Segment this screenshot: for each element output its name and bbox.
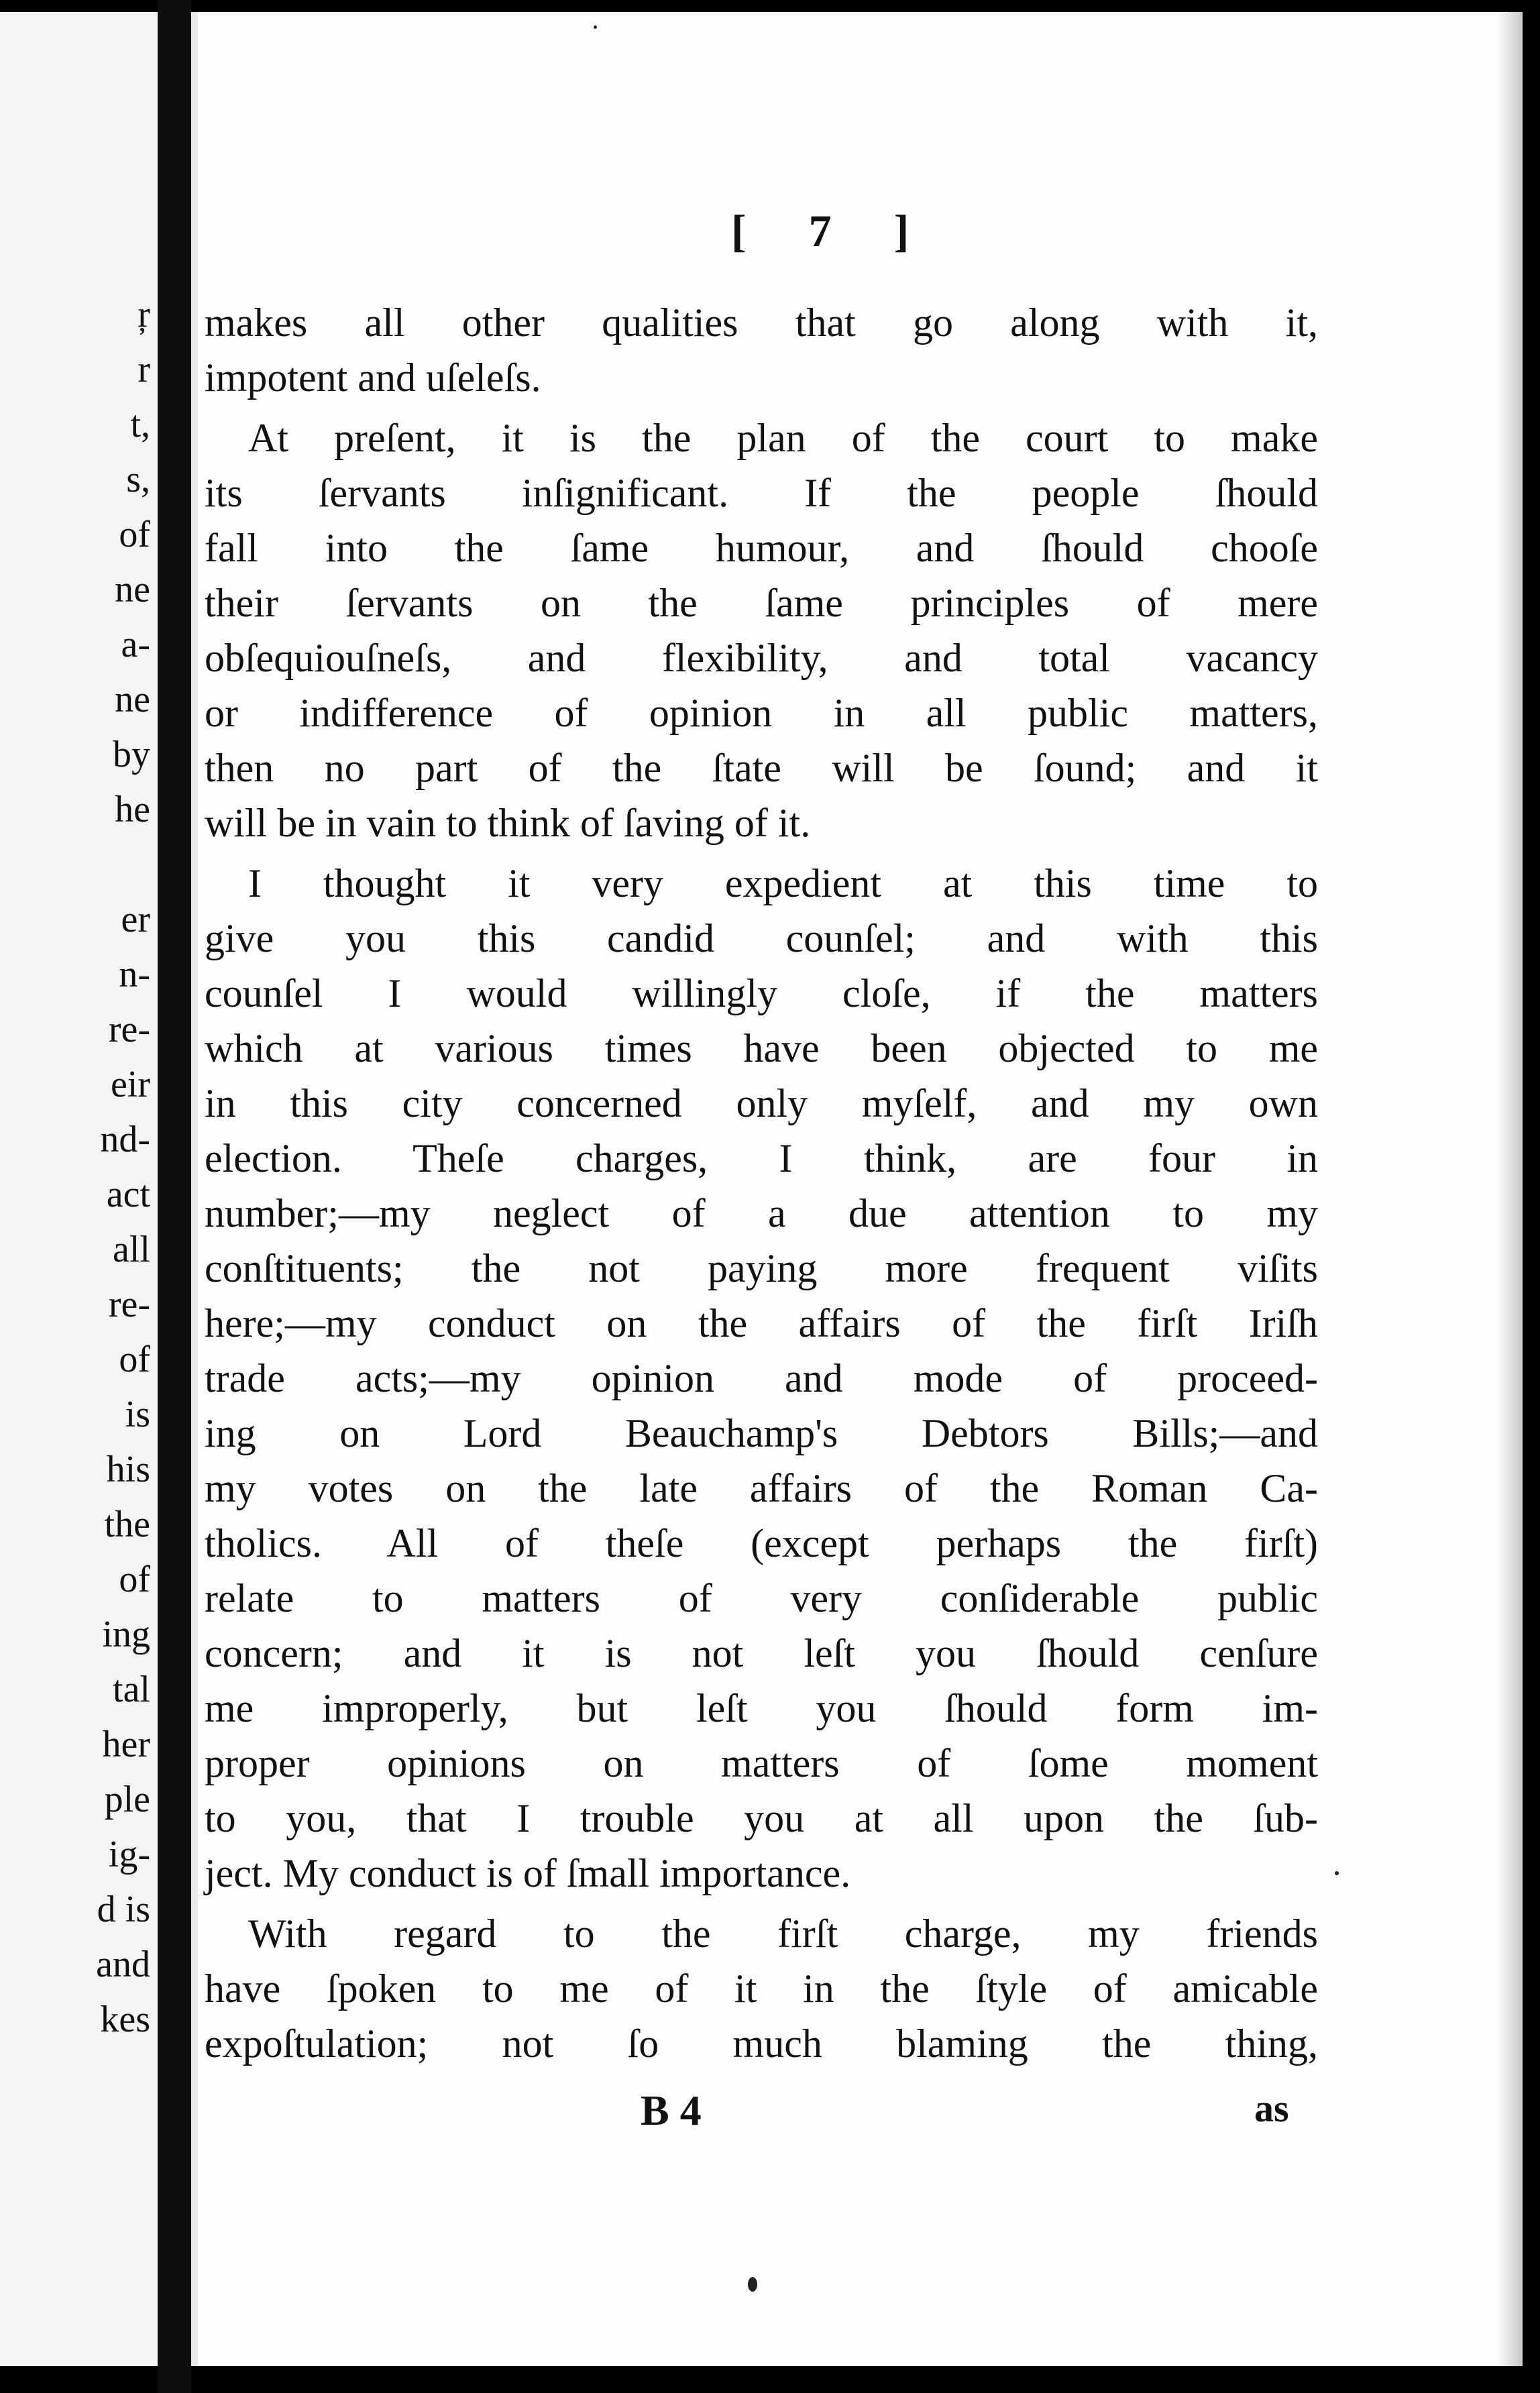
- book-gutter: [158, 0, 191, 2393]
- text-line: ing on Lord Beauchamp's Debtors Bills;—and: [205, 1411, 1318, 1455]
- text-line: proper opinions on matters of ſome moment: [205, 1741, 1318, 1785]
- text-line: relate to matters of very conſiderable public: [205, 1576, 1318, 1620]
- text-line: its ſervants inſignificant. If the people ſhould: [205, 471, 1318, 515]
- ink-speck: [1335, 1871, 1339, 1875]
- text-line: tholics. All of theſe (except perhaps the firſt): [205, 1521, 1318, 1565]
- gutter-edge: [191, 12, 198, 2366]
- catchword: as: [1254, 2086, 1289, 2130]
- left-fragment: his: [106, 1449, 150, 1490]
- text-line: then no part of the ſtate will be ſound; and it: [205, 746, 1318, 790]
- left-fragment: her: [102, 1724, 150, 1765]
- left-fragment: re-: [108, 1284, 150, 1325]
- left-fragment: ig-: [108, 1834, 150, 1875]
- left-fragment: er: [121, 899, 150, 940]
- text-line: my votes on the late affairs of the Roman Ca-: [205, 1466, 1318, 1510]
- text-line: or indifference of opinion in all public matters,: [205, 691, 1318, 735]
- left-fragment: eir: [110, 1064, 150, 1105]
- signature-mark: B 4: [641, 2086, 702, 2134]
- text-line: in this city concerned only myſelf, and my own: [205, 1081, 1318, 1125]
- text-line: counſel I would willingly cloſe, if the matters: [205, 971, 1318, 1015]
- left-fragment: and: [96, 1944, 150, 1985]
- page-number-header: [ 7 ]: [731, 205, 935, 256]
- left-fragment: r: [138, 349, 150, 390]
- text-line: conſtituents; the not paying more frequent viſits: [205, 1246, 1318, 1290]
- page-body-text: [205, 295, 1318, 2071]
- text-line: impotent and uſeleſs.: [205, 355, 541, 400]
- left-fragment: ne: [115, 679, 150, 720]
- text-line: expoſtulation; not ſo much blaming the thing,: [205, 2021, 1318, 2066]
- text-line: me improperly, but leſt you ſhould form im-: [205, 1686, 1318, 1730]
- left-fragment: is: [125, 1394, 150, 1435]
- text-line: here;—my conduct on the affairs of the firſt Iriſh: [205, 1301, 1318, 1345]
- left-fragment: kes: [100, 1999, 150, 2040]
- left-fragment: nd-: [100, 1119, 150, 1160]
- left-fragment: ing: [102, 1614, 150, 1655]
- left-fragment: by: [113, 734, 150, 775]
- left-fragment: ple: [104, 1779, 150, 1820]
- text-line: which at various times have been objected to me: [205, 1026, 1318, 1070]
- left-fragment: re-: [108, 1009, 150, 1050]
- left-fragment: t,: [130, 404, 150, 445]
- text-line: obſequiouſneſs, and flexibility, and total vacancy: [205, 636, 1318, 680]
- paragraph: [205, 856, 1318, 1901]
- text-line: give you this candid counſel; and with this: [205, 916, 1318, 960]
- paragraph: [205, 410, 1318, 850]
- text-line: I thought it very expedient at this time to: [248, 861, 1318, 905]
- left-fragment: of: [119, 1339, 150, 1380]
- text-line: trade acts;—my opinion and mode of proceed-: [205, 1356, 1318, 1400]
- left-fragment: of: [119, 1559, 150, 1600]
- left-page-text-fragments: [0, 287, 154, 2047]
- text-line: makes all other qualities that go along with it,: [205, 300, 1318, 345]
- left-fragment: a-: [121, 624, 150, 665]
- page-edge-shadow: [1497, 12, 1523, 2366]
- text-line: With regard to the firſt charge, my friends: [248, 1911, 1318, 1956]
- left-fragment: of: [119, 514, 150, 555]
- left-fragment: the: [104, 1504, 150, 1545]
- left-fragment: act: [106, 1174, 150, 1215]
- text-line: At preſent, it is the plan of the court to make: [248, 416, 1318, 460]
- text-line: election. Theſe charges, I think, are four in: [205, 1136, 1318, 1180]
- left-fragment: s,: [126, 459, 150, 500]
- paragraph: [205, 1906, 1318, 2071]
- text-line: to you, that I trouble you at all upon the ſub-: [205, 1796, 1318, 1840]
- left-fragment: he: [115, 789, 150, 830]
- text-line: have ſpoken to me of it in the ſtyle of amicable: [205, 1966, 1318, 2011]
- left-fragment: d is: [97, 1889, 150, 1930]
- left-fragment: [0, 837, 150, 892]
- facing-left-page: [0, 12, 158, 2366]
- left-fragment: ne: [115, 569, 150, 610]
- left-fragment: tal: [113, 1669, 150, 1710]
- text-line: concern; and it is not leſt you ſhould cenſure: [205, 1631, 1318, 1675]
- left-fragment: all: [113, 1229, 150, 1270]
- ink-speck: [594, 25, 597, 29]
- left-fragment: n-: [119, 954, 150, 995]
- text-line: ject. My conduct is of ſmall importance.: [205, 1851, 851, 1895]
- text-line: will be in vain to think of ſaving of it.: [205, 801, 811, 845]
- paragraph: [205, 295, 1318, 405]
- left-fragment: ŗ: [138, 294, 150, 335]
- text-line: number;—my neglect of a due attention to my: [205, 1191, 1318, 1235]
- text-line: their ſervants on the ſame principles of mere: [205, 581, 1318, 625]
- ink-speck: [748, 2277, 757, 2292]
- text-line: fall into the ſame humour, and ſhould chooſe: [205, 526, 1318, 570]
